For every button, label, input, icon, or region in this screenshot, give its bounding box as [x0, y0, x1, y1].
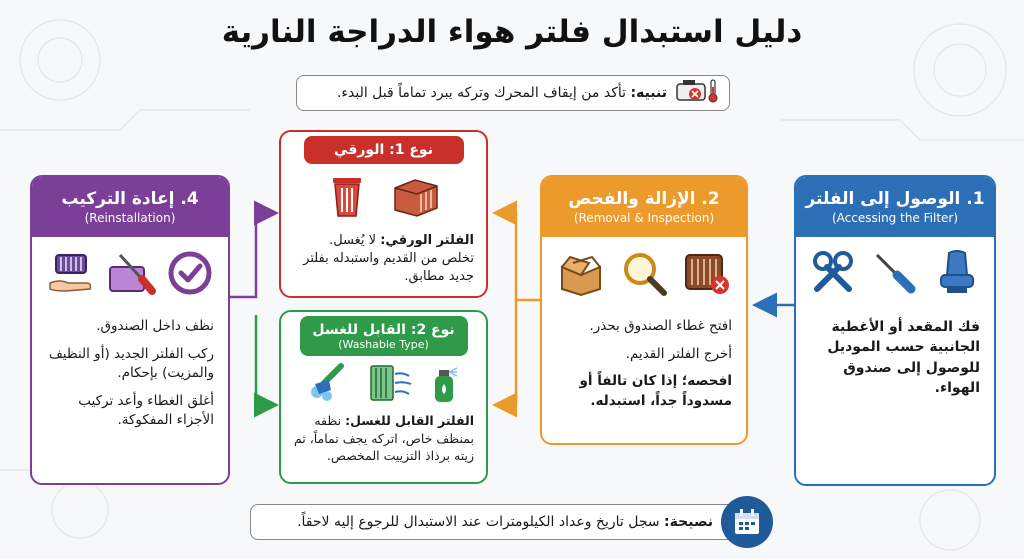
step-removal-line-2: أخرج الفلتر القديم. [625, 345, 732, 362]
seat-icon [933, 249, 981, 297]
wrench-icon [809, 249, 857, 297]
paper-filter-icon [391, 174, 441, 218]
check-icon [166, 249, 214, 297]
damaged-filter-icon [682, 249, 732, 297]
airbox-screwdriver-icon [106, 249, 156, 297]
washable-filter-subtitle: (Washable Type) [338, 337, 429, 351]
paper-filter-text: لا يُغسل. تخلص من القديم واستبدله بفلتر جديد مطابق. [303, 233, 474, 285]
step-access-title: 1. الوصول إلى الفلتر [805, 189, 985, 209]
warning-banner [296, 75, 730, 111]
step-removal-header [542, 177, 746, 237]
washable-filter-card [279, 310, 488, 484]
washable-filter-bold: الفلتر القابل للغسل: [345, 413, 474, 428]
step-reinstall-line-2: ركب الفلتر الجديد (أو النظيف والمزيت) بإحكام. [48, 345, 214, 382]
tip-label: نصيحة: [664, 514, 713, 530]
step-reinstall-subtitle: (Reinstallation) [84, 211, 176, 225]
washable-filter-text: نظفه بمنظف خاص، اتركه يجف تماماً، ثم زيته برذاذ التزييت المخصص. [293, 413, 474, 463]
washable-filter-header [300, 316, 468, 356]
step-access-header [796, 177, 994, 237]
warning-text: تأكد من إيقاف المحرك وتركه يبرد تماماً قبل البدء. [336, 85, 627, 101]
hand-filter-icon [46, 249, 96, 297]
paper-filter-card [279, 130, 488, 298]
open-box-icon [556, 249, 606, 297]
step-access-card [794, 175, 996, 486]
step-removal-line-3: افحصه؛ إذا كان تالفاً أو مسدوداً جداً، استبدله. [579, 373, 732, 409]
paper-filter-header [304, 136, 464, 164]
trash-icon [327, 174, 367, 218]
step-access-text: فك المقعد أو الأغطية الجانبية حسب الموديل للوصول إلى صندوق الهواء. [827, 319, 980, 396]
tip-text: سجل تاريخ وعداد الكيلومترات عند الاستبدال للرجوع إليه لاحقاً. [297, 514, 660, 530]
step-removal-title: 2. الإزالة والفحص [568, 189, 720, 209]
step-access-subtitle: (Accessing the Filter) [831, 211, 959, 225]
engine-warning-icon [675, 78, 721, 108]
screwdriver-icon [871, 249, 919, 297]
step-reinstall-line-3: أغلق الغطاء وأعد تركيب الأجزاء المفكوكة. [78, 392, 214, 429]
page-title: دليل استبدال فلتر هواء الدراجة النارية [221, 14, 803, 50]
step-reinstall-header [32, 177, 228, 237]
step-removal-line-1: افتح غطاء الصندوق بحذر. [589, 318, 732, 334]
paper-filter-bold: الفلتر الورقي: [380, 233, 474, 248]
washable-filter-title: نوع 2: القابل للغسل [312, 321, 455, 338]
step-reinstall-title: 4. إعادة التركيب [61, 189, 199, 209]
paper-filter-title: نوع 1: الورقي [334, 142, 433, 158]
step-removal-card [540, 175, 748, 445]
step-removal-subtitle: (Removal & Inspection) [573, 211, 715, 225]
step-reinstall-line-1: نظف داخل الصندوق. [96, 318, 214, 334]
tip-banner [250, 504, 768, 540]
magnifier-icon [620, 249, 668, 297]
warning-label: تنبيه: [630, 85, 667, 101]
cleaning-brush-icon [307, 362, 353, 404]
oil-spray-icon [427, 362, 461, 404]
calendar-icon [721, 496, 773, 548]
air-flow-icon [367, 362, 413, 404]
step-reinstall-card [30, 175, 230, 485]
